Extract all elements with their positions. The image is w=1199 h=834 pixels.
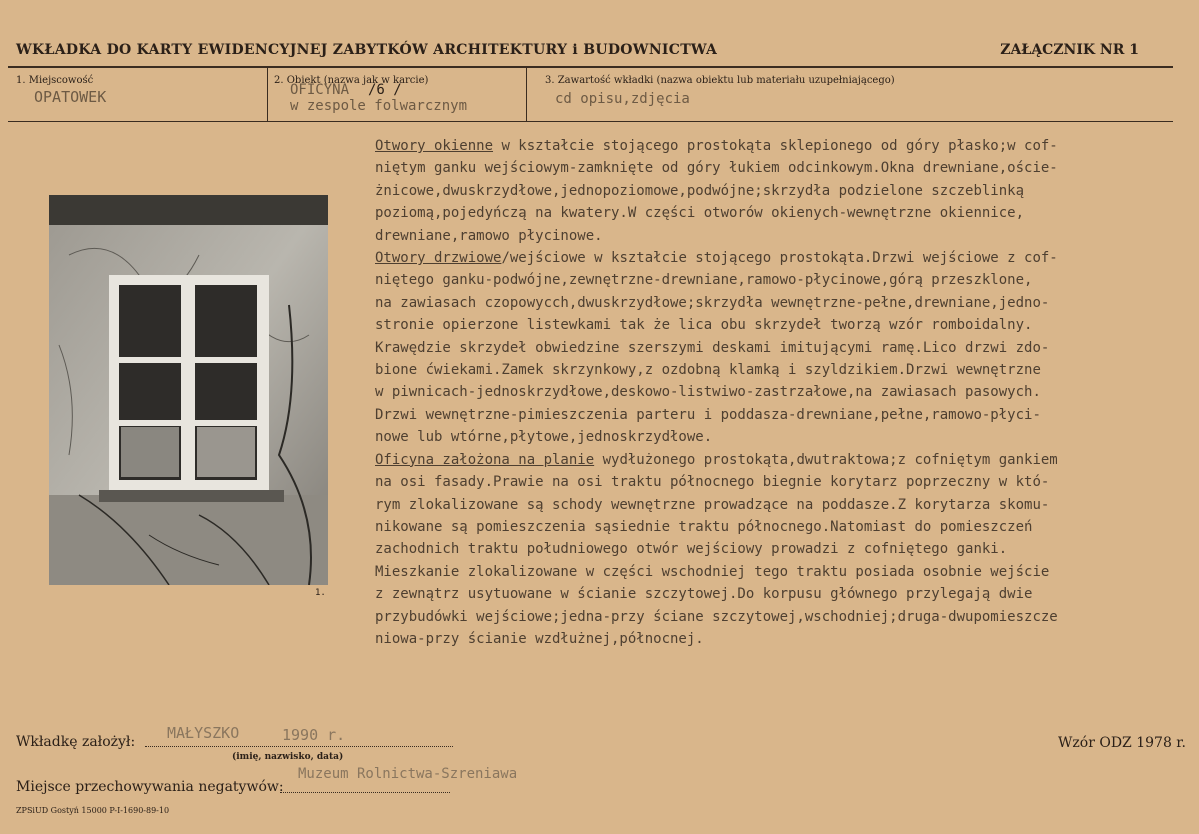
description-text-run: poziomą,pojedyńczą na kwatery.W części otworów okienych-wewnętrzne okiennice, bbox=[375, 205, 1025, 222]
description-line bbox=[375, 314, 1187, 336]
content-value: cd opisu,zdjęcia bbox=[555, 91, 690, 107]
description-line bbox=[375, 538, 1187, 560]
description-line bbox=[375, 292, 1187, 314]
object-value: OFICYNA bbox=[290, 82, 350, 98]
negatives-label: Miejsce przechowywania negatywów: bbox=[16, 779, 284, 795]
locality-label: 1. Miejscowość bbox=[16, 75, 94, 86]
description-line bbox=[375, 381, 1187, 403]
description-line bbox=[375, 494, 1187, 516]
author-year: 1990 r. bbox=[282, 726, 346, 744]
description-line bbox=[375, 202, 1187, 224]
description-text-run: rym zlokalizowane są schody wewnętrzne prowadzące na poddasze.Z korytarza skomu- bbox=[375, 496, 1050, 513]
section-heading: Otwory okienne bbox=[375, 138, 494, 154]
description-text-run: Krawędzie skrzydeł obwiedzine szerszymi deskami imitującymi ramę.Lico drzwi zdo- bbox=[375, 339, 1050, 356]
description-text-run: nikowane są pomieszczenia sąsiednie traktu północnego.Natomiast do pomieszczeń bbox=[375, 518, 1033, 535]
description-line bbox=[375, 180, 1187, 202]
section-heading: Otwory drzwiowe bbox=[375, 250, 502, 267]
description-text-run: stronie opierzone listewkami tak że lica obu skrzydeł tworzą wzór romboidalny. bbox=[375, 317, 1033, 334]
field-divider-1 bbox=[267, 68, 268, 121]
description-line bbox=[375, 516, 1187, 538]
author-name: MAŁYSZKO bbox=[167, 724, 240, 742]
description-text-run: niętym ganku wejściowym-zamknięte od góry łukiem odcinkowym.Okna drewniane,oście- bbox=[375, 160, 1058, 177]
object-label: 2. Obiekt (nazwa jak w karcie) bbox=[274, 75, 429, 86]
description-text-run: w kształcie stojącego prostokąta sklepionego od góry płasko;w cof- bbox=[493, 138, 1058, 154]
locality-value: OPATOWEK bbox=[34, 88, 107, 106]
photo-illustration bbox=[49, 195, 328, 585]
building-window-photo bbox=[49, 195, 328, 585]
header-rule-bottom bbox=[8, 121, 1173, 122]
description-text-run: Mieszkanie zlokalizowane w części wschodniej tego traktu posiada osobnie wejście bbox=[375, 563, 1050, 580]
description-text-run: na osi fasady.Prawie na osi traktu północnego biegnie korytarz poprzeczny w któ- bbox=[375, 474, 1050, 491]
description-line bbox=[375, 337, 1187, 359]
description-text-run: zachodnich traktu południowego otwór wejściowy prowadzi z cofniętego ganki. bbox=[375, 541, 1008, 558]
annex-label: ZAŁĄCZNIK NR bbox=[1000, 42, 1125, 58]
description-text-run: przybudówki wejściowe;jedna-przy ściane szczytowej,wschodniej;druga-dwupomieszcze bbox=[375, 608, 1058, 625]
description-text-run: Drzwi wewnętrzne-pimieszczenia parteru i poddasza-drewniane,pełne,ramowo-płyci- bbox=[375, 406, 1041, 423]
object-context: w zespole folwarcznym bbox=[290, 98, 468, 114]
description-text-run: w piwnicach-jednoskrzydłowe,deskowo-listwiwo-zastrzałowe,na zawiasach pasowych. bbox=[375, 384, 1041, 401]
description-text-run: /wejściowe w kształcie stojącego prostokąta.Drzwi wejściowe z cof- bbox=[501, 250, 1058, 267]
description-line bbox=[375, 471, 1187, 493]
description-line bbox=[375, 449, 1187, 471]
negatives-value: Muzeum Rolnictwa-Szreniawa bbox=[298, 766, 518, 782]
description-line bbox=[375, 583, 1187, 605]
description-line bbox=[375, 606, 1187, 628]
author-label: Wkładkę założył: bbox=[16, 734, 136, 750]
author-dotted-line bbox=[145, 746, 453, 747]
description-text-run: drewniane,ramowo płycinowe. bbox=[375, 227, 603, 244]
description-text-run: żnicowe,dwuskrzydłowe,jednopoziomowe,podwójne;skrzydła podzielone szczeblinką bbox=[375, 182, 1025, 199]
description-line bbox=[375, 404, 1187, 426]
card-title: WKŁADKA DO KARTY EWIDENCYJNEJ ZABYTKÓW ARCHITEKTURY i BUDOWNICTWA bbox=[16, 42, 718, 58]
annex-number bbox=[1000, 42, 1139, 58]
field-divider-2 bbox=[526, 68, 527, 121]
author-hint: (imię, nazwisko, data) bbox=[232, 752, 344, 762]
negatives-dotted-line bbox=[280, 792, 450, 793]
description-text-run: wydłużonego prostokąta,dwutraktowa;z cofniętym gankiem bbox=[594, 451, 1058, 468]
description-line bbox=[375, 269, 1187, 291]
description-line bbox=[375, 628, 1187, 650]
description-line bbox=[375, 359, 1187, 381]
description-line bbox=[375, 225, 1187, 247]
photo-number: 1. bbox=[315, 588, 326, 598]
annex-value: 1 bbox=[1129, 42, 1139, 58]
description-text-run: na zawiasach czopowycch,dwuskrzydłowe;skrzydła wewnętrzne-pełne,drewniane,jedno- bbox=[375, 294, 1050, 311]
description-text-run: bione ćwiekami.Zamek skrzynkowy,z ozdobną klamką i szyldzikiem.Drzwi wewnętrzne bbox=[375, 362, 1041, 379]
header-rule-top bbox=[8, 66, 1173, 68]
description-text-run: z zewnątrz usytuowane w ścianie szczytowej.Do korpusu głównego przylegają dwie bbox=[375, 586, 1033, 603]
description-line bbox=[375, 247, 1187, 269]
section-heading: Oficyna założona na planie bbox=[375, 451, 595, 468]
description-line bbox=[375, 157, 1187, 179]
printer-imprint: ZPSiUD Gostyń 15000 P-I-1690-89-10 bbox=[16, 806, 170, 815]
description-line bbox=[375, 561, 1187, 583]
content-label: 3. Zawartość wkładki (nazwa obiektu lub materiału uzupełniającego) bbox=[545, 75, 895, 86]
description-text bbox=[375, 135, 1187, 650]
description-text-run: nowe lub wtórne,płytowe,jednoskrzydłowe. bbox=[375, 429, 713, 446]
description-line bbox=[375, 426, 1187, 448]
object-number: /6 / bbox=[368, 82, 402, 98]
form-reference: Wzór ODZ 1978 r. bbox=[1058, 735, 1186, 751]
description-line bbox=[375, 135, 1187, 157]
description-text-run: niowa-przy ścianie wzdłużnej,północnej. bbox=[375, 630, 704, 647]
description-text-run: niętego ganku-podwójne,zewnętrzne-drewniane,ramowo-płycinowe,górą przeszklone, bbox=[375, 272, 1033, 289]
